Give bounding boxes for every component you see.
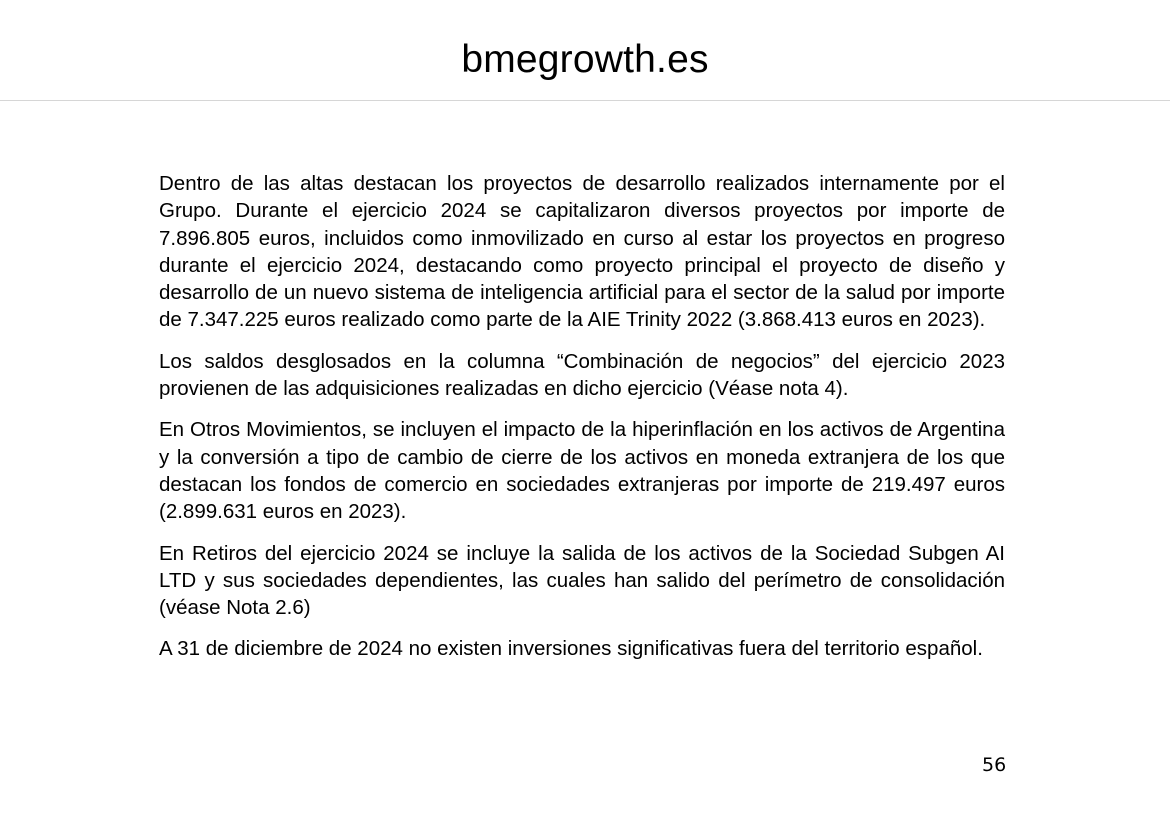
paragraph-business-combination: Los saldos desglosados en la columna “Combinación de negocios” del ejercicio 2023 provienen de las adquisiciones realizadas en dicho ejercicio (Véase nota 4). — [159, 349, 1005, 401]
top-bar — [0, 0, 1170, 101]
paragraph-other-movements: En Otros Movimientos, se incluyen el impacto de la hiperinflación en los activos de Argentina y la conversión a tipo de cambio de cierre de los activos en moneda extranjera de los que destacan los fondos de comercio en sociedades extranjeras por importe de 219.497 euros (2.899.631 euros en 2023). — [159, 418, 1005, 524]
paragraph-foreign-investments: A 31 de diciembre de 2024 no existen inversiones significativas fuera del territorio español. — [159, 637, 983, 661]
paragraph-development-projects: Dentro de las altas destacan los proyectos de desarrollo realizados internamente por el Grupo. Durante el ejercicio 2024 se capitalizaron diversos proyectos por importe de 7.896.805 euros, incluidos como inmovilizado en curso al estar los proyectos en progreso durante el ejercicio 2024, destacando como proyecto principal el proyecto de diseño y desarrollo de un nuevo sistema de inteligencia artificial para el sector de la salud por importe de 7.347.225 euros realizado como parte de la AIE Trinity 2022 (3.868.413 euros en 2023). — [159, 172, 1005, 332]
page-number: 56 — [982, 754, 1007, 776]
site-title[interactable]: bmegrowth.es — [461, 38, 709, 81]
paragraph-retirements: En Retiros del ejercicio 2024 se incluye la salida de los activos de la Sociedad Subgen AI LTD y sus sociedades dependientes, las cuales han salido del perímetro de consolidación (véase Nota 2.6) — [159, 541, 1005, 620]
document-page — [159, 170, 1005, 677]
